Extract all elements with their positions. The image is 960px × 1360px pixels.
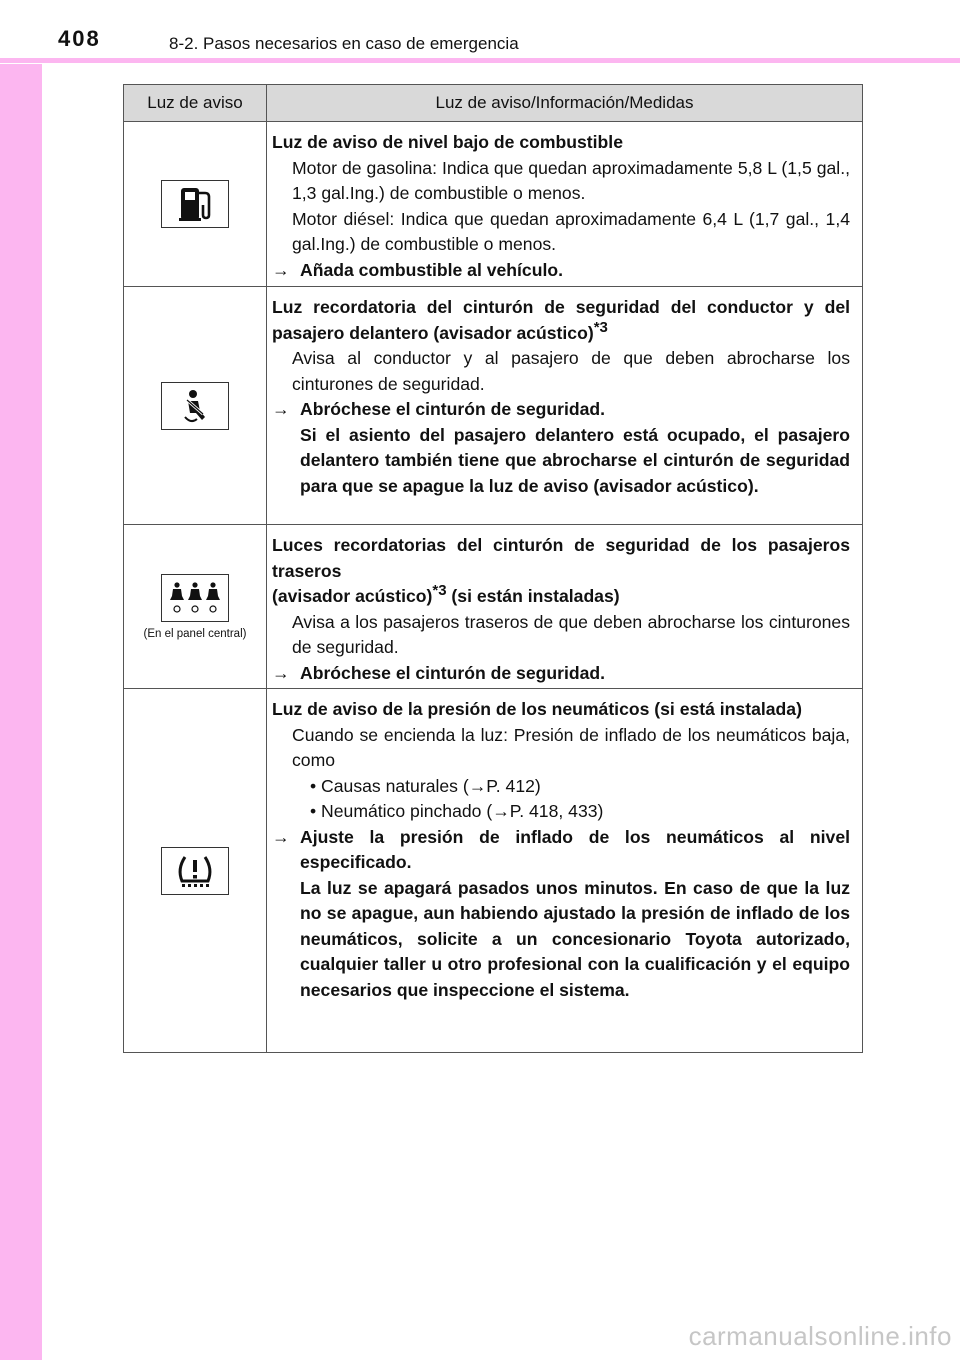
row-text: Cuando se encienda la luz: Presión de inflado de los neumáticos baja, como bbox=[292, 724, 850, 770]
header-rule bbox=[0, 58, 960, 63]
row-title bbox=[272, 295, 850, 346]
tire-pressure-icon bbox=[161, 847, 229, 895]
row-title-continued bbox=[272, 584, 850, 610]
action-text: Añada combustible al vehículo. bbox=[300, 259, 563, 280]
table-row bbox=[124, 689, 862, 1052]
row-title: Luz de aviso de nivel bajo de combustible bbox=[272, 132, 623, 152]
bullet-item: • Neumático pinchado (→P. 418, 433) bbox=[310, 801, 604, 821]
rear-seatbelts-icon bbox=[161, 574, 229, 622]
column-header-light: Luz de aviso bbox=[124, 85, 267, 121]
table-row bbox=[124, 122, 862, 287]
action-text: Ajuste la presión de inflado de los neumáticos al nivel especificado. bbox=[300, 826, 850, 872]
icon-cell bbox=[124, 122, 267, 286]
row-title-text: (avisador acústico) bbox=[272, 586, 433, 606]
watermark: carmanualsonline.info bbox=[688, 1321, 952, 1351]
icon-cell bbox=[124, 287, 267, 524]
action-text: Abróchese el cinturón de seguridad. bbox=[300, 662, 606, 683]
action-detail: Si el asiento del pasajero delantero está ocupado, el pasajero delantero también tiene que abrocharse el cinturón de seguridad para que se apague la luz de aviso (avisador acústico). bbox=[300, 424, 850, 496]
row-text: Motor de gasolina: Indica que quedan aproximadamente 5,8 L (1,5 gal., 1,3 gal.Ing.) de combustible o menos. bbox=[292, 157, 850, 203]
arrow-icon: → bbox=[272, 826, 290, 847]
footnote-mark: *3 bbox=[593, 318, 608, 336]
fuel-pump-icon bbox=[161, 180, 229, 228]
table-header bbox=[124, 85, 862, 122]
row-text: Avisa a los pasajeros traseros de que deben abrocharse los cinturones de seguridad. bbox=[292, 611, 850, 657]
icon-cell bbox=[124, 689, 267, 1052]
page-header bbox=[0, 0, 960, 64]
info-cell bbox=[267, 287, 862, 524]
page-number: 408 bbox=[58, 26, 101, 51]
info-cell bbox=[267, 122, 862, 286]
footnote-mark: *3 bbox=[432, 582, 447, 600]
row-title: Luces recordatorias del cinturón de seguridad de los pasajeros traseros bbox=[272, 535, 850, 581]
row-title-text: (si están instaladas) bbox=[446, 586, 620, 606]
icon-note: (En el panel central) bbox=[143, 627, 247, 640]
side-color-bar bbox=[0, 0, 42, 1360]
action-text: Abróchese el cinturón de seguridad. bbox=[300, 399, 606, 419]
section-title: 8-2. Pasos necesarios en caso de emergencia bbox=[169, 34, 519, 53]
bullet-item: • Causas naturales (→P. 412) bbox=[310, 775, 541, 796]
column-header-info: Luz de aviso/Información/Medidas bbox=[435, 93, 694, 112]
row-title-text: Luz recordatoria del cinturón de seguridad del conductor y del pasajero delantero (avisador acústico) bbox=[272, 297, 850, 343]
info-cell bbox=[267, 689, 862, 1052]
icon-cell bbox=[124, 525, 267, 688]
table-row bbox=[124, 525, 862, 689]
warning-lights-table bbox=[123, 84, 863, 1053]
arrow-icon: → bbox=[272, 259, 290, 280]
info-cell bbox=[267, 525, 862, 688]
seatbelt-icon bbox=[161, 382, 229, 430]
row-action bbox=[272, 661, 850, 687]
row-action bbox=[272, 397, 850, 423]
row-action bbox=[272, 825, 850, 876]
arrow-icon: → bbox=[272, 662, 290, 683]
table-row bbox=[124, 287, 862, 525]
row-text: Motor diésel: Indica que quedan aproximadamente 6,4 L (1,7 gal., 1,4 gal.Ing.) de combustible o menos. bbox=[292, 208, 850, 254]
action-detail: La luz se apagará pasados unos minutos. En caso de que la luz no se apague, aun habiendo ajustado la presión de inflado de los neumáticos, solicite a un concesionario Toyota autorizado, cualquier taller u otro profesional con la cualificación y el equipo necesarios que inspeccione el sistema. bbox=[300, 877, 850, 1000]
row-action bbox=[272, 258, 850, 284]
arrow-icon: → bbox=[272, 399, 290, 419]
row-text: Avisa al conductor y al pasajero de que deben abrocharse los cinturones de seguridad. bbox=[292, 348, 850, 394]
row-title: Luz de aviso de la presión de los neumáticos (si está instalada) bbox=[272, 699, 802, 719]
